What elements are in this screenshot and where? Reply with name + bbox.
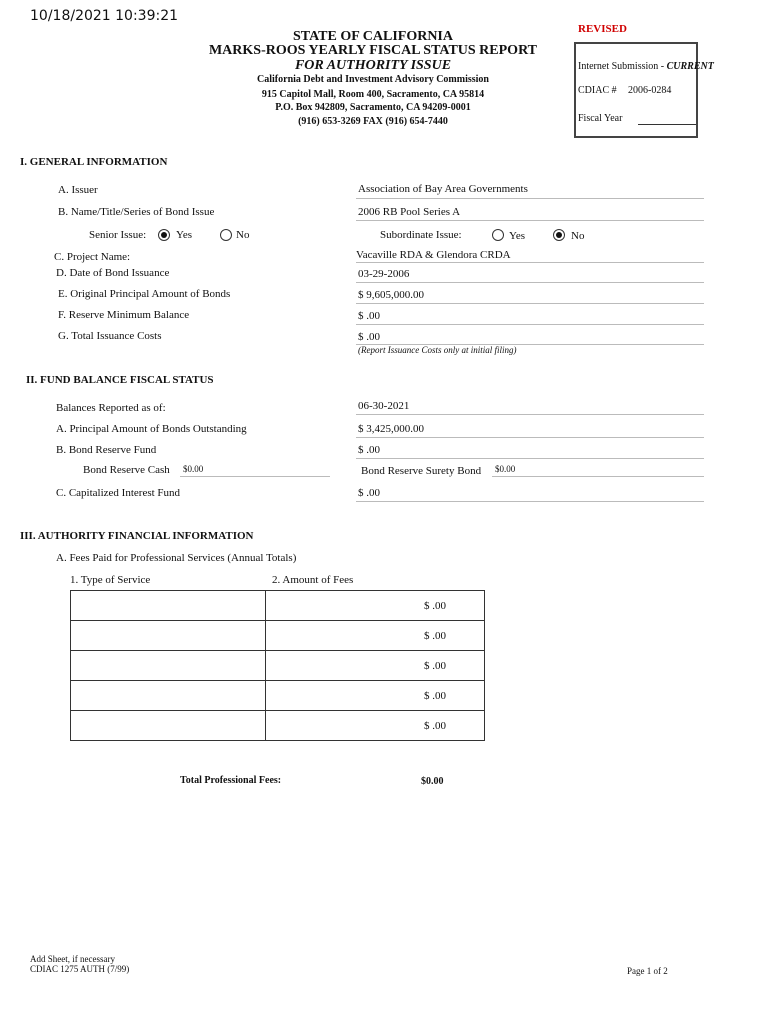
submission-value: CURRENT: [666, 61, 714, 72]
table-row: [71, 651, 485, 681]
capitalized-interest-value: $ .00: [358, 487, 380, 499]
service-type-cell[interactable]: [71, 651, 266, 681]
form-id: CDIAC 1275 AUTH (7/99): [30, 964, 130, 974]
print-timestamp: 10/18/2021 10:39:21: [30, 8, 179, 24]
bond-reserve-fund-line: [356, 458, 704, 459]
project-name-line: [356, 262, 704, 263]
project-name-label: C. Project Name:: [54, 251, 131, 263]
service-type-cell[interactable]: [71, 681, 266, 711]
subordinate-no-radio[interactable]: [553, 229, 565, 241]
subordinate-issue-label: Subordinate Issue:: [380, 229, 462, 241]
fiscal-year-label: Fiscal Year: [578, 113, 623, 124]
fiscal-year-field[interactable]: [638, 124, 696, 125]
service-type-cell[interactable]: [71, 591, 266, 621]
header-phone: (916) 653-3269 FAX (916) 654-7440: [298, 116, 448, 127]
fees-paid-label: A. Fees Paid for Professional Services (Annual Totals): [56, 552, 297, 564]
subordinate-no-label: No: [571, 230, 585, 242]
header-title: MARKS-ROOS YEARLY FISCAL STATUS REPORT: [208, 43, 538, 58]
header-state: STATE OF CALIFORNIA: [293, 29, 453, 44]
issuance-costs-value: $ .00: [358, 331, 380, 343]
fee-amount-cell[interactable]: $ .00: [266, 711, 485, 741]
senior-yes-label: Yes: [176, 229, 193, 241]
senior-issue-label: Senior Issue:: [89, 229, 147, 241]
table-row: [71, 591, 485, 621]
submission-line: [578, 61, 714, 72]
original-principal-line: [356, 303, 704, 304]
subordinate-yes-label: Yes: [509, 230, 526, 242]
header-subtitle: FOR AUTHORITY ISSUE: [294, 58, 452, 73]
revised-label: REVISED: [578, 23, 627, 35]
service-type-cell[interactable]: [71, 621, 266, 651]
reserve-minimum-line: [356, 324, 704, 325]
senior-no-radio[interactable]: [220, 229, 232, 241]
reserve-cash-value: $0.00: [183, 464, 204, 474]
header-address1: 915 Capitol Mall, Room 400, Sacramento, CA 95814: [261, 89, 485, 100]
fees-table: [70, 590, 485, 741]
senior-yes-radio[interactable]: [158, 229, 170, 241]
fee-amount-cell[interactable]: $ .00: [266, 651, 485, 681]
table-row: [71, 711, 485, 741]
total-fees-label: Total Professional Fees:: [180, 775, 282, 786]
principal-outstanding-line: [356, 437, 704, 438]
reserve-cash-line: [180, 476, 330, 477]
original-principal-label: E. Original Principal Amount of Bonds: [58, 288, 231, 300]
bond-name-line: [356, 220, 704, 221]
senior-no-label: No: [236, 229, 250, 241]
surety-bond-line: [492, 476, 704, 477]
bond-reserve-fund-value: $ .00: [358, 444, 380, 456]
project-name-value: Vacaville RDA & Glendora CRDA: [356, 249, 511, 261]
surety-bond-label: Bond Reserve Surety Bond: [361, 465, 482, 477]
cdiac-label: CDIAC #: [578, 85, 617, 96]
service-type-cell[interactable]: [71, 711, 266, 741]
surety-bond-value: $0.00: [495, 464, 516, 474]
amount-of-fees-header: 2. Amount of Fees: [272, 574, 354, 586]
bond-reserve-fund-label: B. Bond Reserve Fund: [56, 444, 157, 456]
original-principal-value: $ 9,605,000.00: [358, 289, 424, 301]
cdiac-value: 2006-0284: [628, 85, 672, 96]
issuance-costs-note: (Report Issuance Costs only at initial filing): [358, 345, 517, 355]
issuance-date-label: D. Date of Bond Issuance: [56, 267, 170, 279]
issuer-line: [356, 198, 704, 199]
capitalized-interest-line: [356, 501, 704, 502]
general-heading: I. GENERAL INFORMATION: [20, 156, 168, 168]
issuance-date-value: 03-29-2006: [358, 268, 410, 280]
fee-amount-cell[interactable]: $ .00: [266, 621, 485, 651]
balances-as-of-line: [356, 414, 704, 415]
table-row: [71, 681, 485, 711]
table-row: [71, 621, 485, 651]
issuance-costs-label: G. Total Issuance Costs: [58, 330, 162, 342]
header-address2: P.O. Box 942809, Sacramento, CA 94209-0001: [275, 102, 471, 113]
authority-heading: III. AUTHORITY FINANCIAL INFORMATION: [20, 530, 254, 542]
issuer-value: Association of Bay Area Governments: [358, 183, 528, 195]
type-of-service-header: 1. Type of Service: [70, 574, 151, 586]
balances-as-of-label: Balances Reported as of:: [56, 402, 166, 414]
balances-as-of-value: 06-30-2021: [358, 400, 410, 412]
fund-heading: II. FUND BALANCE FISCAL STATUS: [26, 374, 214, 386]
add-sheet-note: Add Sheet, if necessary: [30, 954, 115, 964]
capitalized-interest-label: C. Capitalized Interest Fund: [56, 487, 181, 499]
subordinate-yes-radio[interactable]: [492, 229, 504, 241]
bond-name-label: B. Name/Title/Series of Bond Issue: [58, 206, 215, 218]
page-number: Page 1 of 2: [627, 966, 668, 976]
fee-amount-cell[interactable]: $ .00: [266, 591, 485, 621]
bond-name-value: 2006 RB Pool Series A: [358, 206, 461, 218]
reserve-minimum-value: $ .00: [358, 310, 380, 322]
fee-amount-cell[interactable]: $ .00: [266, 681, 485, 711]
total-fees-value: $0.00: [421, 776, 444, 787]
submission-label: Internet Submission -: [578, 61, 667, 72]
reserve-minimum-label: F. Reserve Minimum Balance: [58, 309, 190, 321]
reserve-cash-label: Bond Reserve Cash: [83, 464, 170, 476]
principal-outstanding-value: $ 3,425,000.00: [358, 423, 424, 435]
header-agency: California Debt and Investment Advisory Commission: [257, 74, 489, 85]
issuer-label: A. Issuer: [58, 184, 98, 196]
issuance-date-line: [356, 282, 704, 283]
principal-outstanding-label: A. Principal Amount of Bonds Outstanding: [56, 423, 247, 435]
